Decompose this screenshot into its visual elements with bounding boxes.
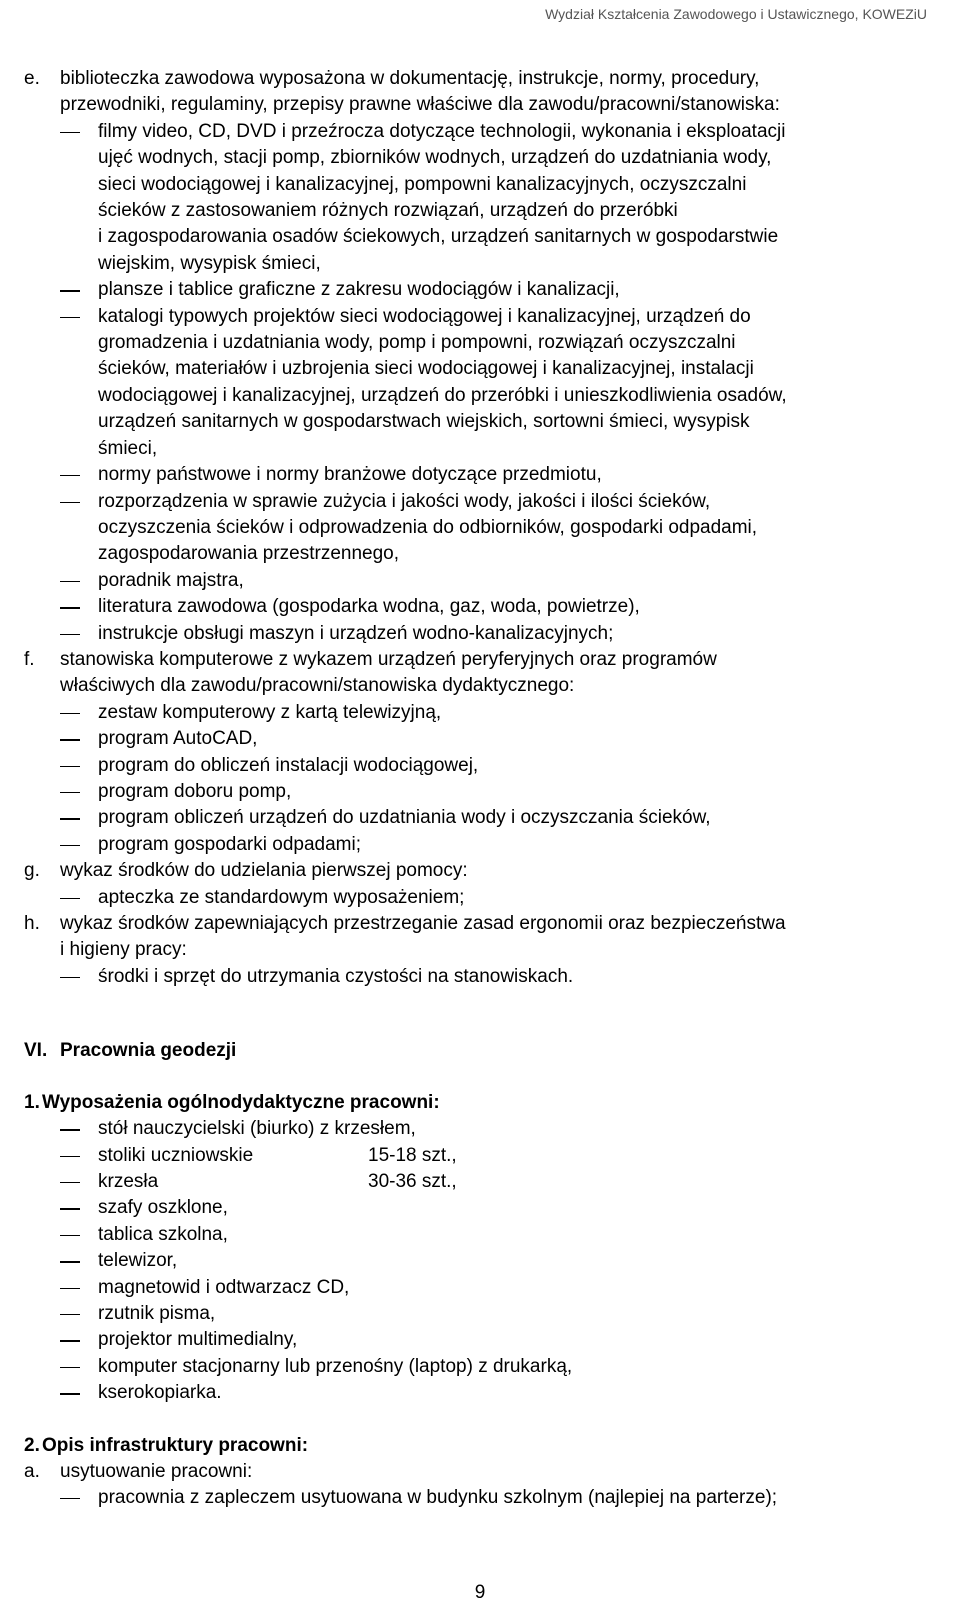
document-body — [24, 66, 938, 1512]
equipment-item: szafy oszklone, — [24, 1195, 938, 1221]
item-e-line: przewodniki, regulaminy, przepisy prawne właściwe dla zawodu/pracowni/stanowiska: — [60, 94, 780, 116]
dash-icon — [60, 739, 80, 740]
equipment-label: krzesła — [98, 1171, 159, 1193]
dash-item-cont: oczyszczenia ścieków i odprowadzenia do odbiorników, gospodarki odpadami, — [98, 516, 758, 538]
dash-item: instrukcje obsługi maszyn i urządzeń wodno-kanalizacyjnych; — [24, 621, 938, 647]
dash-icon — [60, 607, 80, 608]
dash-icon — [60, 502, 80, 503]
item-text: biblioteczka zawodowa wyposażona w dokumentację, instrukcje, normy, procedury, — [60, 68, 760, 89]
dash-icon — [60, 581, 80, 582]
dash-item: katalogi typowych projektów sieci wodociągowej i kanalizacyjnej, urządzeń do — [24, 304, 938, 330]
subsection-number: 2. — [24, 1434, 40, 1456]
dash-item: program obliczeń urządzeń do uzdatniania wody i oczyszczania ścieków, — [24, 805, 938, 831]
dash-icon — [60, 1156, 80, 1157]
dash-item-cont: śmieci, — [98, 437, 158, 459]
item-h-line: i higieny pracy: — [60, 939, 187, 961]
dash-icon — [60, 1182, 80, 1183]
equipment-item: komputer stacjonarny lub przenośny (laptop) z drukarką, — [24, 1354, 938, 1380]
dash-icon — [60, 1288, 80, 1289]
equipment-label: stoliki uczniowskie — [98, 1144, 254, 1166]
dash-icon — [60, 290, 80, 291]
dash-icon — [60, 792, 80, 793]
dash-icon — [60, 1314, 80, 1315]
dash-icon — [60, 818, 80, 819]
item-text: wykaz środków do udzielania pierwszej pomocy: — [60, 860, 468, 882]
page-number: 9 — [474, 1582, 486, 1603]
equipment-item: magnetowid i odtwarzacz CD, — [24, 1275, 938, 1301]
equipment-item — [24, 1143, 938, 1169]
item-e-line — [24, 66, 938, 92]
equipment-item: projektor multimedialny, — [24, 1327, 938, 1353]
dash-item-cont: wiejskim, wysypisk śmieci, — [98, 252, 321, 274]
dash-item-cont: i zagospodarowania osadów ściekowych, urządzeń sanitarnych w gospodarstwie — [98, 226, 779, 248]
dash-item: środki i sprzęt do utrzymania czystości na stanowiskach. — [24, 964, 938, 990]
dash-icon — [60, 317, 80, 318]
item-marker: g. — [24, 860, 40, 882]
subsection-number: 1. — [24, 1092, 40, 1114]
dash-icon — [60, 1235, 80, 1236]
dash-item-cont: ścieków z zastosowaniem różnych rozwiązań, urządzeń do przeróbki — [98, 200, 678, 222]
dash-item: program gospodarki odpadami; — [24, 832, 938, 858]
subsection-title: Wyposażenia ogólnodydaktyczne pracowni: — [42, 1092, 440, 1114]
equipment-item: rzutnik pisma, — [24, 1301, 938, 1327]
subsection-title: Opis infrastruktury pracowni: — [42, 1434, 309, 1456]
dash-icon — [60, 132, 80, 133]
item-text: stanowiska komputerowe z wykazem urządzeń peryferyjnych oraz programów — [60, 648, 717, 670]
dash-item-cont: urządzeń sanitarnych w gospodarstwach wiejskich, sortowni śmieci, wysypisk — [98, 411, 750, 433]
dash-icon — [60, 1208, 80, 1209]
subsection-heading — [24, 1433, 938, 1459]
dash-icon — [60, 634, 80, 635]
dash-icon — [60, 845, 80, 846]
equipment-item: tablica szkolna, — [24, 1222, 938, 1248]
item-text: wykaz środków zapewniających przestrzeganie zasad ergonomii oraz bezpieczeństwa — [60, 913, 786, 934]
dash-icon — [60, 1129, 80, 1130]
dash-item-cont: wodociągowej i kanalizacyjnej, urządzeń do przeróbki i unieszkodliwienia osadów, — [98, 384, 787, 406]
dash-item: normy państwowe i normy branżowe dotyczące przedmiotu, — [24, 462, 938, 488]
dash-icon — [60, 766, 80, 767]
dash-icon — [60, 1393, 80, 1394]
dash-item: zestaw komputerowy z kartą telewizyjną, — [24, 700, 938, 726]
dash-icon — [60, 1261, 80, 1262]
dash-icon — [60, 977, 80, 978]
dash-item: rozporządzenia w sprawie zużycia i jakości wody, jakości i ilości ścieków, — [24, 489, 938, 515]
dash-item: literatura zawodowa (gospodarka wodna, gaz, woda, powietrze), — [24, 594, 938, 620]
dash-icon — [60, 1498, 80, 1499]
dash-item: apteczka ze standardowym wyposażeniem; — [24, 885, 938, 911]
item-f-line: właściwych dla zawodu/pracowni/stanowiska dydaktycznego: — [60, 675, 575, 697]
dash-item: plansze i tablice graficzne z zakresu wodociągów i kanalizacji, — [24, 277, 938, 303]
equipment-qty: 15-18 szt., — [368, 1144, 457, 1166]
dash-item-cont: zagospodarowania przestrzennego, — [98, 543, 400, 565]
dash-item: pracownia z zapleczem usytuowana w budynku szkolnym (najlepiej na parterze); — [24, 1485, 938, 1511]
dash-icon — [60, 713, 80, 714]
page-header: Wydział Kształcenia Zawodowego i Ustawicznego, KOWEZiU — [545, 6, 927, 22]
dash-item: program do obliczeń instalacji wodociągowej, — [24, 753, 938, 779]
section-title: Pracownia geodezji — [60, 1040, 237, 1062]
dash-item-cont: ścieków, materiałów i uzbrojenia sieci wodociągowej i kanalizacyjnej, instalacji — [98, 358, 754, 380]
equipment-item — [24, 1169, 938, 1195]
section-heading — [24, 1038, 938, 1064]
item-text: usytuowanie pracowni: — [60, 1460, 253, 1482]
subsection-heading — [24, 1090, 938, 1116]
item-marker: e. — [24, 68, 40, 89]
item-marker: h. — [24, 913, 40, 934]
dash-item-cont: ujęć wodnych, stacji pomp, zbiorników wodnych, urządzeń do uzdatniania wody, — [98, 147, 772, 169]
item-f-line — [24, 647, 938, 673]
item-marker: a. — [24, 1460, 40, 1482]
dash-item-cont: gromadzenia i uzdatniania wody, pomp i pompowni, rozwiązań oczyszczalni — [98, 332, 736, 354]
dash-icon — [60, 898, 80, 899]
dash-icon — [60, 475, 80, 476]
dash-item: program AutoCAD, — [24, 726, 938, 752]
item-h-line — [24, 911, 938, 937]
equipment-item: stół nauczycielski (biurko) z krzesłem, — [24, 1116, 938, 1142]
item-marker: f. — [24, 648, 35, 670]
dash-item-cont: sieci wodociągowej i kanalizacyjnej, pompowni kanalizacyjnych, oczyszczalni — [98, 173, 747, 195]
item-g-line — [24, 858, 938, 884]
equipment-qty: 30-36 szt., — [368, 1171, 457, 1193]
dash-item: program doboru pomp, — [24, 779, 938, 805]
dash-item: poradnik majstra, — [24, 568, 938, 594]
item-a-line — [24, 1459, 938, 1485]
equipment-item: telewizor, — [24, 1248, 938, 1274]
dash-icon — [60, 1340, 80, 1341]
equipment-item: kserokopiarka. — [24, 1380, 938, 1406]
dash-item: filmy video, CD, DVD i przeźrocza dotyczące technologii, wykonania i eksploatacji — [24, 119, 938, 145]
section-number: VI. — [24, 1040, 48, 1062]
dash-icon — [60, 1367, 80, 1368]
